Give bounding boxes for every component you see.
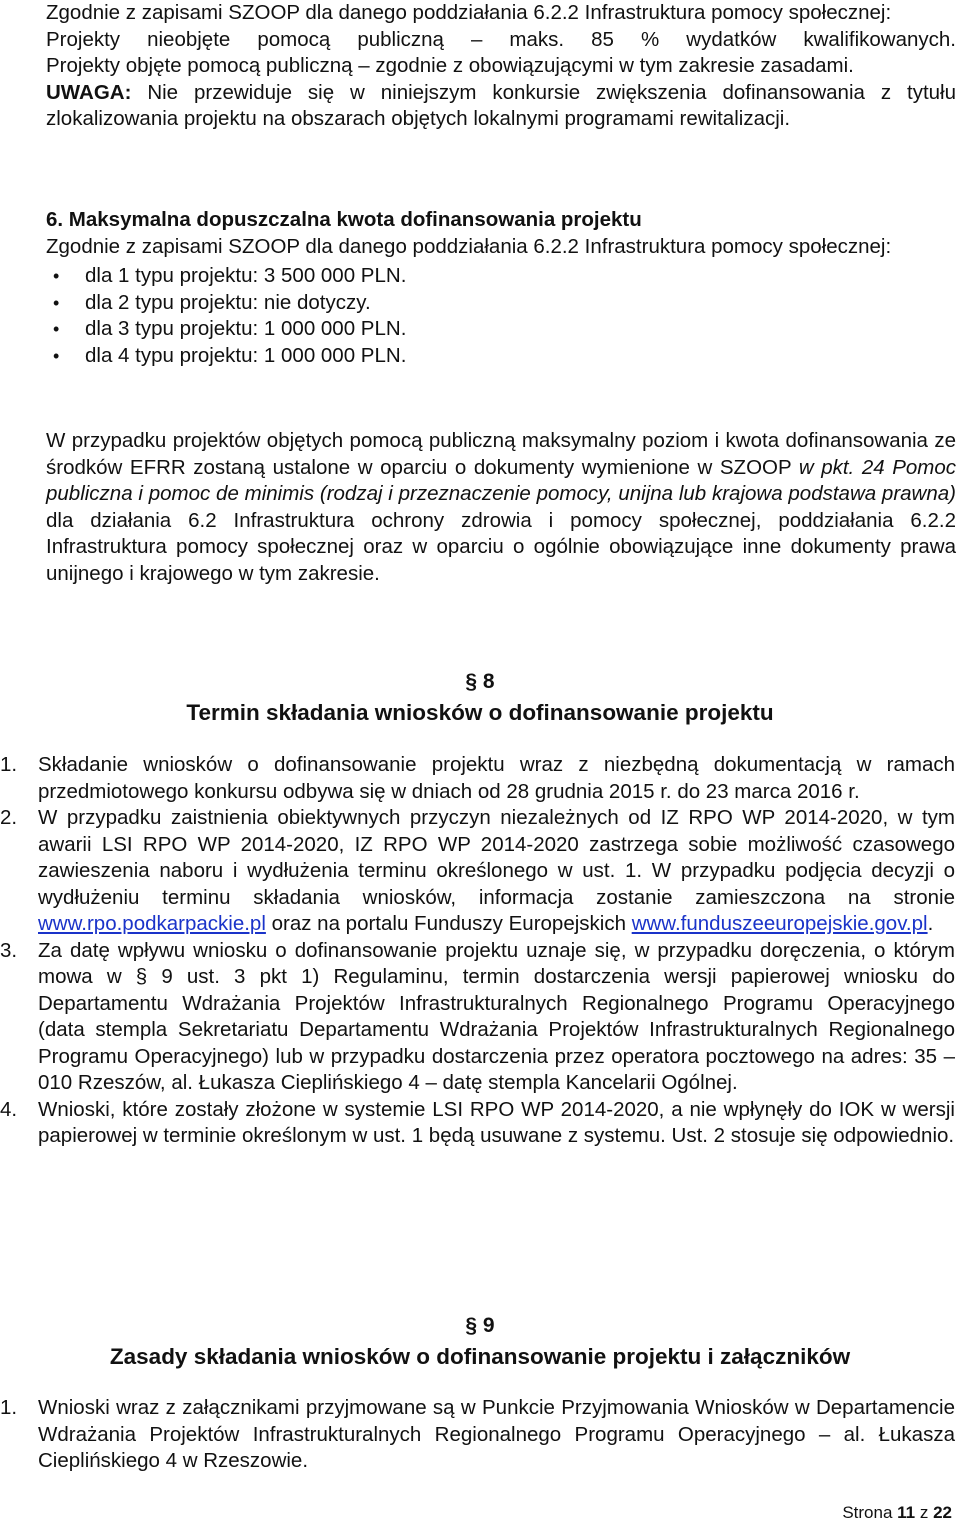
item-number: 2. bbox=[0, 806, 18, 829]
item-text: Za datę wpływu wniosku o dofinansowanie projektu uznaje się, w przypadku doręczenia, o którym mowa w § 9 ust. 3 pkt 1) Regulaminu, termin dostarczenia wersji papierowej wniosku do Departamentu Wdrażania Projektów Infrastrukturalnych Regionalnego Programu Operacyjnego (data stempla Sekretariatu Departamentu Wdrażania Projektów Infrastrukturalnych Regionalnego Programu Operacyjnego) lub w przypadku dostarczenia przez operatora pocztowego na adres: 35 – 010 Rzeszów, al. Łukasza Cieplińskiego 4 – datę stempla Kancelarii Ogólnej. bbox=[38, 938, 955, 1094]
public-aid-paragraph bbox=[46, 428, 956, 587]
list-item bbox=[0, 752, 955, 805]
funding-limits-list bbox=[46, 263, 956, 369]
list-item: • dla 2 typu projektu: nie dotyczy. bbox=[46, 290, 956, 317]
uwaga-text: Nie przewiduje się w niniejszym konkursie zwiększenia dofinansowania z tytułu zlokalizowania projektu na obszarach objętych lokalnymi programami rewitalizacji. bbox=[46, 80, 956, 130]
item-number: 3. bbox=[0, 938, 18, 962]
item-number: 1. bbox=[0, 753, 18, 776]
current-page: 11 bbox=[897, 1503, 916, 1522]
section-8-title: Termin składania wniosków o dofinansowanie projektu bbox=[186, 699, 774, 725]
section-9-number: § 9 bbox=[465, 1314, 495, 1337]
list-item bbox=[0, 805, 955, 938]
rpo-website-link[interactable]: www.rpo.podkarpackie.pl bbox=[38, 912, 266, 935]
section-6-paragraph bbox=[46, 428, 956, 587]
section-8-list bbox=[0, 752, 955, 1150]
section-9-list bbox=[0, 1395, 955, 1475]
list-item: • dla 1 typu projektu: 3 500 000 PLN. bbox=[46, 263, 956, 290]
section-8-number: § 8 bbox=[465, 670, 495, 693]
total-pages: 22 bbox=[933, 1503, 952, 1522]
item-text: oraz na portalu Funduszy Europejskich bbox=[265, 912, 632, 935]
section-6-heading: 6. Maksymalna dopuszczalna kwota dofinansowania projektu bbox=[46, 208, 642, 231]
uwaga-label: UWAGA: bbox=[46, 80, 132, 104]
item-number: 1. bbox=[0, 1396, 18, 1419]
eu-funds-portal-link[interactable]: www.funduszeeuropejskie.gov.pl bbox=[631, 912, 928, 935]
list-item: • dla 4 typu projektu: 1 000 000 PLN. bbox=[46, 343, 956, 370]
item-text: Składanie wniosków o dofinansowanie projektu wraz z niezbędną dokumentacją w ramach przedmiotowego konkursu odbywa się w dniach od 28 grudnia 2015 r. do 23 marca 2016 r. bbox=[38, 753, 955, 803]
section-6 bbox=[46, 207, 956, 369]
uwaga-note bbox=[46, 80, 956, 133]
page-label: Strona bbox=[842, 1503, 898, 1522]
item-text: Wnioski wraz z załącznikami przyjmowane są w Punkcie Przyjmowania Wniosków w Departamencie Wdrażania Projektów Infrastrukturalnych Regionalnego Programu Operacyjnego – al. Łukasza Cieplińskiego 4 w Rzeszowie. bbox=[38, 1396, 955, 1472]
paragraph-part: dla działania 6.2 Infrastruktura ochrony zdrowia i pomocy społecznej, poddziałania 6.2.2 Infrastruktura pomocy społecznej oraz w oparciu o ogólnie obowiązujące inne dokumenty prawa unijnego i krajowego w tym zakresie. bbox=[46, 508, 956, 585]
list-item bbox=[0, 1097, 955, 1150]
list-item bbox=[0, 938, 955, 1097]
section-9-title: Zasady składania wniosków o dofinansowanie projektu i załączników bbox=[109, 1343, 851, 1369]
item-text: Wnioski, które zostały złożone w systemie LSI RPO WP 2014-2020, a nie wpłynęły do IOK w wersji papierowej w terminie określonym w ust. 1 będą usuwane z systemu. Ust. 2 stosuje się odpowiednio. bbox=[38, 1097, 955, 1147]
section-8-heading bbox=[0, 669, 960, 726]
section-6-intro: Zgodnie z zapisami SZOOP dla danego poddziałania 6.2.2 Infrastruktura pomocy społecznej: bbox=[46, 234, 892, 258]
top-continuation bbox=[46, 0, 956, 133]
item-text: W przypadku zaistnienia obiektywnych przyczyn niezależnych od IZ RPO WP 2014-2020, w tym awarii LSI RPO WP 2014-2020, IZ RPO WP 2014-2020 zastrzega sobie możliwość czasowego zawieszenia naboru i wydłużenia terminu określonego w ust. 1. W przypadku podjęcia decyzji o wydłużeniu terminu składania wniosków, informacja zostanie zamieszczona na stronie bbox=[38, 806, 955, 909]
aid-projects-text: Projekty objęte pomocą publiczną – zgodnie z obowiązującymi w tym zakresie zasadami. bbox=[46, 54, 854, 77]
page-separator: z bbox=[915, 1503, 934, 1522]
item-number: 4. bbox=[0, 1097, 18, 1121]
list-item: • dla 3 typu projektu: 1 000 000 PLN. bbox=[46, 316, 956, 343]
list-item bbox=[0, 1395, 955, 1475]
section-9-heading bbox=[0, 1313, 960, 1370]
paragraph-part: W przypadku projektów objętych pomocą publiczną maksymalny poziom i kwota dofinansowania ze środków EFRR zostaną ustalone w oparciu o dokumenty wymienione w SZOOP bbox=[46, 429, 956, 479]
szoop-intro-text: Zgodnie z zapisami SZOOP dla danego poddziałania 6.2.2 Infrastruktura pomocy społecznej: bbox=[46, 1, 892, 24]
non-aid-projects-text: Projekty nieobjęte pomocą publiczną – maks. 85 % wydatków kwalifikowanych. bbox=[46, 27, 956, 51]
page-footer bbox=[842, 1503, 952, 1523]
paragraph-italic-part: w pkt. 24 Pomoc publiczna i pomoc de minimis (rodzaj i przeznaczenie pomocy, unijna lub krajowa podstawa prawna) bbox=[46, 455, 956, 505]
item-text: . bbox=[927, 912, 934, 935]
